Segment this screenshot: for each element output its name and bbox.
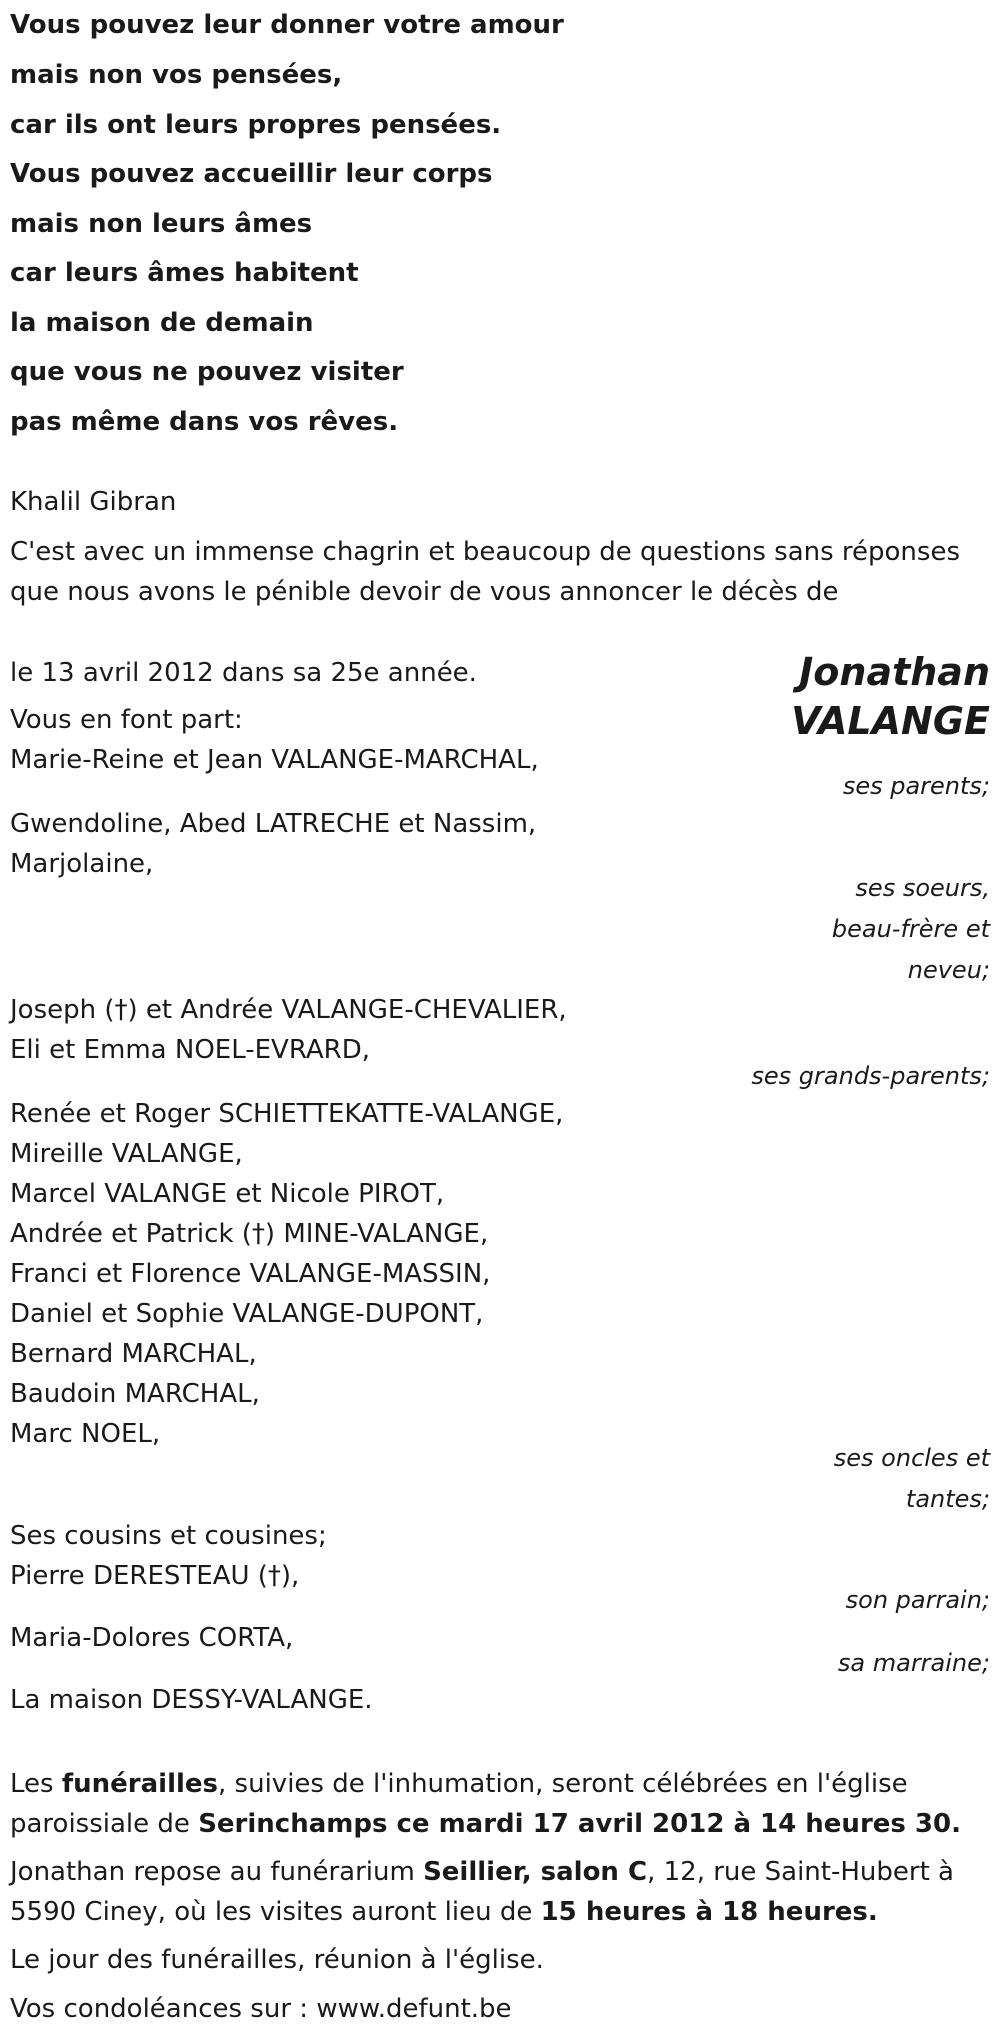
poem-line: pas même dans vos rêves. — [10, 407, 399, 437]
funeral-info-line — [10, 1764, 908, 1804]
poem-line: Vous pouvez accueillir leur corps — [10, 159, 493, 189]
poem-line: Vous pouvez leur donner votre amour — [10, 10, 564, 40]
sibling-line: Marjolaine, — [10, 849, 154, 879]
uncle-line: Renée et Roger SCHIETTEKATTE-VALANGE, — [10, 1099, 564, 1129]
siblings-relation — [832, 868, 990, 991]
uncle-line: Franci et Florence VALANGE-MASSIN, — [10, 1259, 491, 1289]
text-run: paroissiale de — [10, 1809, 199, 1839]
text-run: Jonathan repose au funérarium — [10, 1857, 424, 1887]
uncle-line: Marc NOEL, — [10, 1419, 161, 1449]
uncle-line: Daniel et Sophie VALANGE-DUPONT, — [10, 1299, 484, 1329]
text-run-bold: Seillier, salon C — [423, 1857, 648, 1887]
text-run-bold: Serinchamps ce mardi 17 avril 2012 à 14 heures 30. — [198, 1809, 961, 1839]
text-run: Les — [10, 1769, 62, 1799]
relation-line: tantes; — [905, 1485, 990, 1513]
poem-author: Khalil Gibran — [10, 487, 177, 517]
godmother-line: Maria-Dolores CORTA, — [10, 1623, 294, 1653]
poem-line: car leurs âmes habitent — [10, 258, 359, 288]
poem-line: car ils ont leurs propres pensées. — [10, 110, 502, 140]
uncle-line: Marcel VALANGE et Nicole PIROT, — [10, 1179, 445, 1209]
intro-line: C'est avec un immense chagrin et beaucoup de questions sans réponses — [10, 537, 961, 567]
relation-line: ses soeurs, — [855, 874, 990, 902]
deceased-first-name: Jonathan — [799, 650, 990, 694]
text-run: 5590 Ciney, où les visites auront lieu de — [10, 1897, 541, 1927]
viewing-info-line — [10, 1892, 878, 1932]
funeral-info-line — [10, 1804, 961, 1844]
death-date: le 13 avril 2012 dans sa 25e année. — [10, 658, 477, 688]
deceased-last-name: VALANGE — [791, 699, 990, 743]
poem-line: mais non vos pensées, — [10, 60, 343, 90]
announcers-label: Vous en font part: — [10, 705, 243, 735]
text-run-bold: 15 heures à 18 heures. — [540, 1897, 878, 1927]
godmother-relation: sa marraine; — [837, 1649, 990, 1677]
godfather-line: Pierre DERESTEAU (†), — [10, 1561, 300, 1591]
intro-line: que nous avons le pénible devoir de vous annoncer le décès de — [10, 577, 839, 607]
uncles-relation — [834, 1438, 990, 1520]
godfather-relation: son parrain; — [845, 1586, 990, 1614]
poem-line: mais non leurs âmes — [10, 209, 313, 239]
viewing-info-line — [10, 1852, 954, 1892]
text-run: , suivies de l'inhumation, seront célébrées en l'église — [218, 1769, 908, 1799]
house-line: La maison DESSY-VALANGE. — [10, 1685, 373, 1715]
uncle-line: Andrée et Patrick (†) MINE-VALANGE, — [10, 1219, 489, 1249]
meeting-info: Le jour des funérailles, réunion à l'église. — [10, 1945, 544, 1975]
deceased-name — [791, 648, 990, 746]
relation-line: neveu; — [907, 956, 990, 984]
condolences-info: Vos condoléances sur : www.defunt.be — [10, 1994, 512, 2024]
parents-relation: ses parents; — [842, 772, 990, 800]
uncle-line: Bernard MARCHAL, — [10, 1339, 257, 1369]
uncle-line: Mireille VALANGE, — [10, 1139, 243, 1169]
grandparent-line: Eli et Emma NOEL-EVRARD, — [10, 1035, 370, 1065]
text-run: , 12, rue Saint-Hubert à — [647, 1857, 954, 1887]
poem-line: la maison de demain — [10, 308, 314, 338]
sibling-line: Gwendoline, Abed LATRECHE et Nassim, — [10, 809, 537, 839]
parents-names: Marie-Reine et Jean VALANGE-MARCHAL, — [10, 745, 539, 775]
text-run-bold: funérailles — [61, 1769, 219, 1799]
grandparent-line: Joseph (†) et Andrée VALANGE-CHEVALIER, — [10, 995, 567, 1025]
relation-line: ses oncles et — [833, 1444, 990, 1472]
grandparents-relation: ses grands-parents; — [751, 1062, 990, 1090]
uncle-line: Baudoin MARCHAL, — [10, 1379, 260, 1409]
cousins-line: Ses cousins et cousines; — [10, 1521, 327, 1551]
relation-line: beau-frère et — [831, 915, 990, 943]
poem-line: que vous ne pouvez visiter — [10, 357, 404, 387]
